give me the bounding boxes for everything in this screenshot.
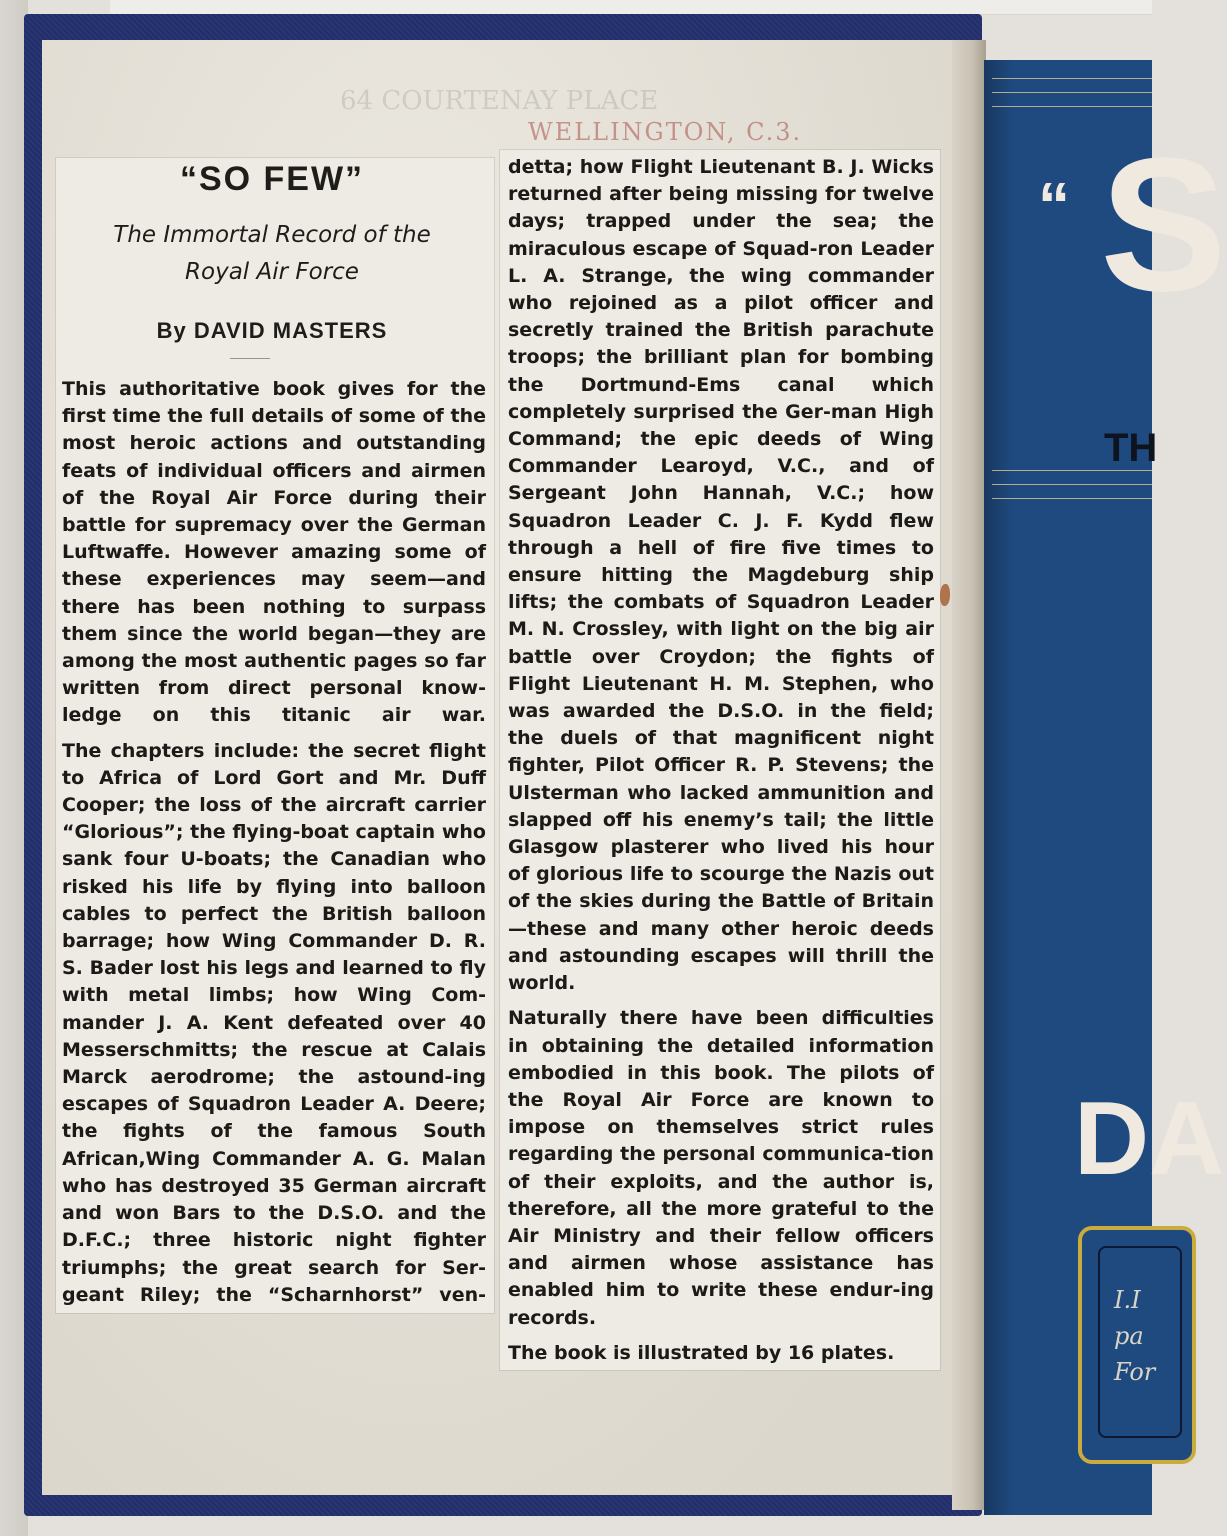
jacket-quote-mark: “ (1038, 169, 1070, 241)
shelf-top (110, 0, 1152, 15)
book-subtitle (56, 217, 488, 291)
subtitle-line-2: Royal Air Force (185, 259, 359, 285)
jacket-author-fragment: DA (1074, 1081, 1225, 1197)
jacket-rule (992, 78, 1152, 79)
jacket-subtitle-fragment: TH (1104, 426, 1158, 470)
jacket-frame-line: I.I (1114, 1286, 1141, 1314)
blurb-paragraph: The book is illustrated by 16 plates. (508, 1341, 895, 1364)
jacket-rule (992, 498, 1152, 499)
stamp-city: WELLINGTON, C.3. (528, 118, 803, 146)
dust-jacket-flap-edge (952, 40, 986, 1510)
divider (230, 358, 270, 359)
blurb-right-column (508, 154, 934, 1375)
blurb-paragraph: This authoritative book gives for the first time the full details of some of the most heroic actions and outstanding feats of individual officers and airmen of the Royal Air Force during their battle for supremacy over the German Luftwaffe. However amazing some of these experiences may seem—and there has been nothing to surpass them since the world began—they are among the most authentic pages so far written from direct personal know-ledge on this titanic air war. (62, 378, 486, 727)
jacket-rule (992, 484, 1152, 485)
blurb-paragraph: detta; how Flight Lieutenant B. J. Wicks returned after being missing for twelve days; trapped under the sea; the miraculous escape of Squad-ron Leader L. A. Strange, the wing commander who rejoined as a pilot officer and secretly trained the British parachute troops; the brilliant plan for bombing the Dortmund-Ems canal which completely surprised the Ger-man High Command; the epic deeds of Wing Commander Learoyd, V.C., and of Sergeant John Hannah, V.C.; how Squadron Leader C. J. F. Kydd flew through a hell of fire five times to ensure hitting the Magdeburg ship lifts; the combats of Squadron Leader M. N. Crossley, with light on the big air battle over Croydon; the fights of Flight Lieutenant H. M. Stephen, who was awarded the D.S.O. in the field; the duels of that magnificent night fighter, Pilot Officer R. P. Stevens; the Ulsterman who lacked ammunition and slapped off his enemy’s tail; the little Glasgow plasterer who lived his hour of glorious life to scourge the Nazis out of the skies during the Battle of Britain—these and many other heroic deeds and astounding escapes will thrill the world. (508, 156, 934, 995)
book-title: “SO FEW” (179, 160, 365, 198)
jacket-frame-line: pa (1114, 1322, 1144, 1350)
jacket-rule (992, 92, 1152, 93)
book-author: By DAVID MASTERS (156, 318, 388, 343)
jacket-frame-text (1114, 1282, 1155, 1390)
jacket-title-letter: S (1100, 119, 1227, 331)
blurb-paragraph: The chapters include: the secret flight to Africa of Lord Gort and Mr. Duff Cooper; the loss of the aircraft carrier “Glorious”; the flying-boat captain who sank four U-boats; the Canadian who risked his life by flying into balloon cables to perfect the British balloon barrage; how Wing Commander D. R. S. Bader lost his legs and learned to fly with metal limbs; how Wing Com-mander J. A. Kent defeated over 40 Messerschmitts; the rescue at Calais Marck aerodrome; the astound-ing escapes of Squadron Leader A. Deere; the fights of the famous South African,Wing Commander A. G. Malan who has destroyed 35 German aircraft and won Bars to the D.S.O. and the D.F.C.; three historic night fighter triumphs; the great search for Ser-geant Riley; the “Scharnhorst” ven- (62, 739, 486, 1306)
jacket-frame-line: For (1114, 1358, 1156, 1386)
subtitle-line-1: The Immortal Record of the (113, 222, 431, 248)
blurb-paragraph: Naturally there have been difficulties in obtaining the detailed information embodied in this book. The pilots of the Royal Air Force are known to impose on themselves strict rules regarding the personal communica-tion of their exploits, and the author is, therefore, all the more grateful to the Air Ministry and their fellow officers and airmen whose assistance has enabled him to write these endur-ing records. (508, 1007, 934, 1329)
blurb-left-column (62, 376, 486, 1317)
stamp-address: 64 COURTENAY PLACE (340, 86, 659, 116)
jacket-rule (992, 106, 1152, 107)
paper-stain (940, 584, 950, 606)
bookseller-stamp-ghost (60, 60, 940, 160)
